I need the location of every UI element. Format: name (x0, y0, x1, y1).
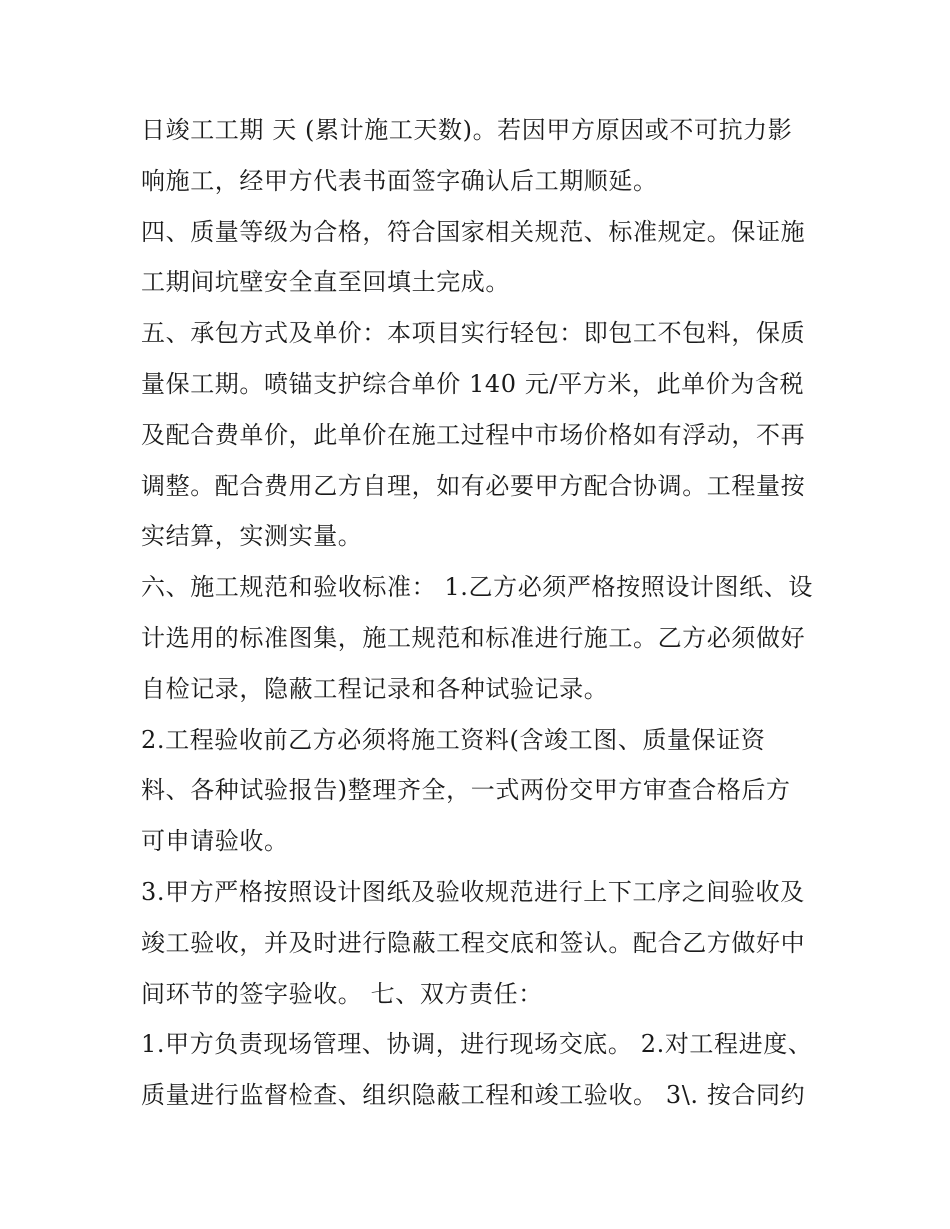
text-line: 及配合费单价，此单价在施工过程中市场价格如有浮动，不再 (141, 420, 806, 449)
text-line: 调整。配合费用乙方自理，如有必要甲方配合协调。工程量按 (141, 471, 806, 500)
text-line: 1.甲方负责现场管理、协调，进行现场交底。 2.对工程进度、 (141, 1030, 813, 1059)
text-line: 实结算，实测实量。 (141, 522, 363, 551)
text-line: 量保工期。喷锚支护综合单价 140 元/平方米，此单价为含税 (141, 369, 805, 398)
text-line: 自检记录，隐蔽工程记录和各种试验记录。 (141, 674, 609, 703)
text-line: 间环节的签字验收。 七、双方责任： (141, 979, 543, 1008)
contract-text-block (141, 105, 821, 1121)
text-line: 质量进行监督检查、组织隐蔽工程和竣工验收。 3\. 按合同约 (141, 1081, 806, 1110)
text-line: 3.甲方严格按照设计图纸及验收规范进行上下工序之间验收及 (141, 877, 805, 906)
text-line: 竣工验收，并及时进行隐蔽工程交底和签认。配合乙方做好中 (141, 928, 806, 957)
text-line: 五、承包方式及单价：本项目实行轻包：即包工不包料，保质 (141, 319, 806, 348)
text-line: 计选用的标准图集，施工规范和标准进行施工。乙方必须做好 (141, 623, 806, 652)
text-line: 2.工程验收前乙方必须将施工资料(含竣工图、质量保证资 (141, 725, 766, 754)
text-line: 可申请验收。 (141, 827, 289, 856)
text-line: 响施工，经甲方代表书面签字确认后工期顺延。 (141, 166, 658, 195)
text-line: 六、施工规范和验收标准： 1.乙方必须严格按照设计图纸、设 (141, 573, 813, 602)
text-line: 工期间坑壁安全直至回填土完成。 (141, 268, 510, 297)
text-line: 日竣工工期 天 (累计施工天数)。若因甲方原因或不可抗力影 (141, 116, 793, 144)
text-line: 料、各种试验报告)整理齐全，一式两份交甲方审查合格后方 (141, 776, 791, 805)
text-line: 四、质量等级为合格，符合国家相关规范、标准规定。保证施 (141, 217, 806, 246)
